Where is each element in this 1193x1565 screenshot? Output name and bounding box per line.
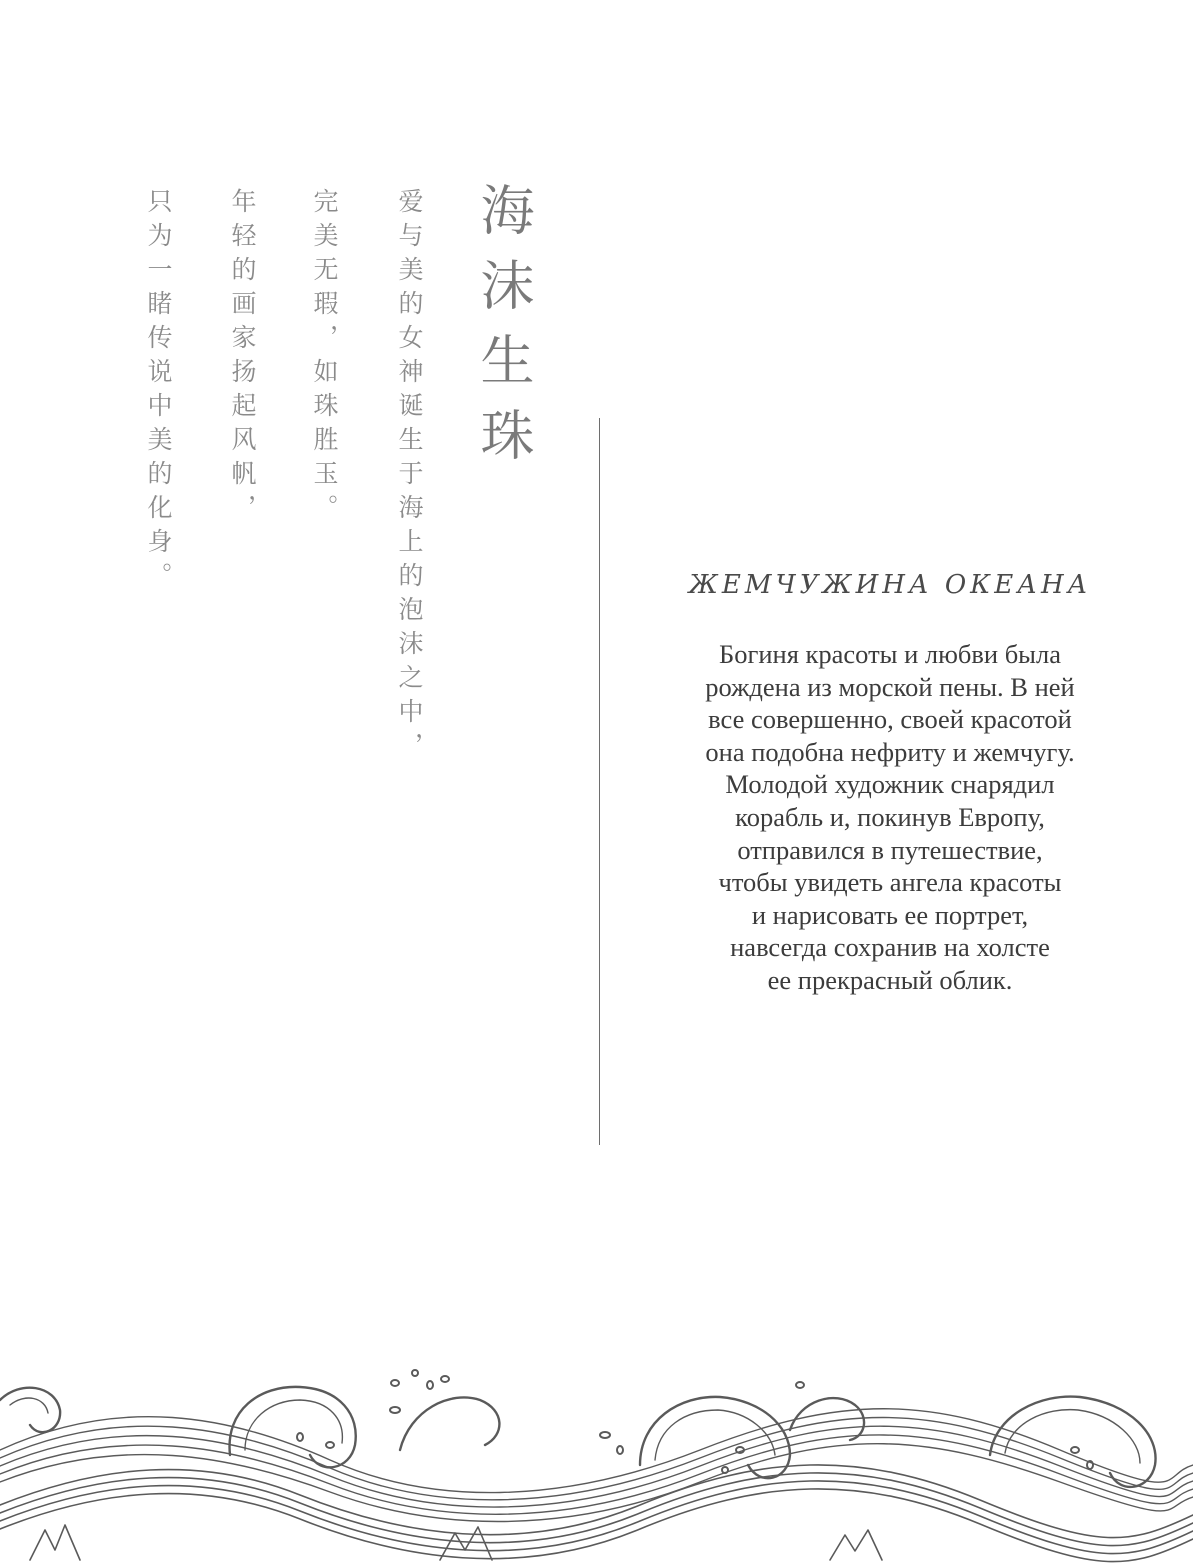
chinese-title: 海沫生珠 [472, 182, 535, 482]
russian-line: отправился в путешествие, [737, 834, 1043, 865]
russian-line: все совершенно, своей красотой [708, 704, 1072, 735]
wave-bands-front [0, 1465, 1193, 1562]
russian-paragraph [640, 638, 1140, 997]
russian-line: корабль и, покинув Европу, [735, 801, 1045, 832]
foam-spikes [30, 1525, 882, 1560]
russian-line: ее прекрасный облик. [767, 964, 1013, 995]
chinese-text-line-4: 只为一睹传说中美的化身。 [144, 188, 173, 596]
chinese-text-line-1: 爱与美的女神诞生于海上的泡沫之中， [395, 188, 424, 766]
ocean-waves-illustration [0, 1355, 1193, 1565]
vertical-divider [599, 418, 600, 1145]
russian-heading: ЖЕМЧУЖИНА ОКЕАНА [688, 570, 1092, 600]
crest-details [10, 1398, 1140, 1463]
russian-line: навсегда сохранив на холсте [730, 932, 1050, 963]
russian-line: чтобы увидеть ангела красоты [718, 867, 1062, 898]
chinese-text-line-3: 年轻的画家扬起风帆， [228, 188, 257, 528]
russian-line: Молодой художник снарядил [725, 769, 1055, 800]
russian-line: она подобна нефриту и жемчугу. [705, 736, 1075, 767]
russian-line: и нарисовать ее портрет, [751, 899, 1029, 930]
russian-line: рождена из морской пены. В ней [705, 671, 1075, 702]
russian-line: Богиня красоты и любви была [719, 639, 1061, 669]
foam-droplets [297, 1370, 1093, 1473]
wave-bands-back [0, 1409, 1193, 1522]
chinese-text-line-2: 完美无瑕，如珠胜玉。 [310, 188, 339, 528]
